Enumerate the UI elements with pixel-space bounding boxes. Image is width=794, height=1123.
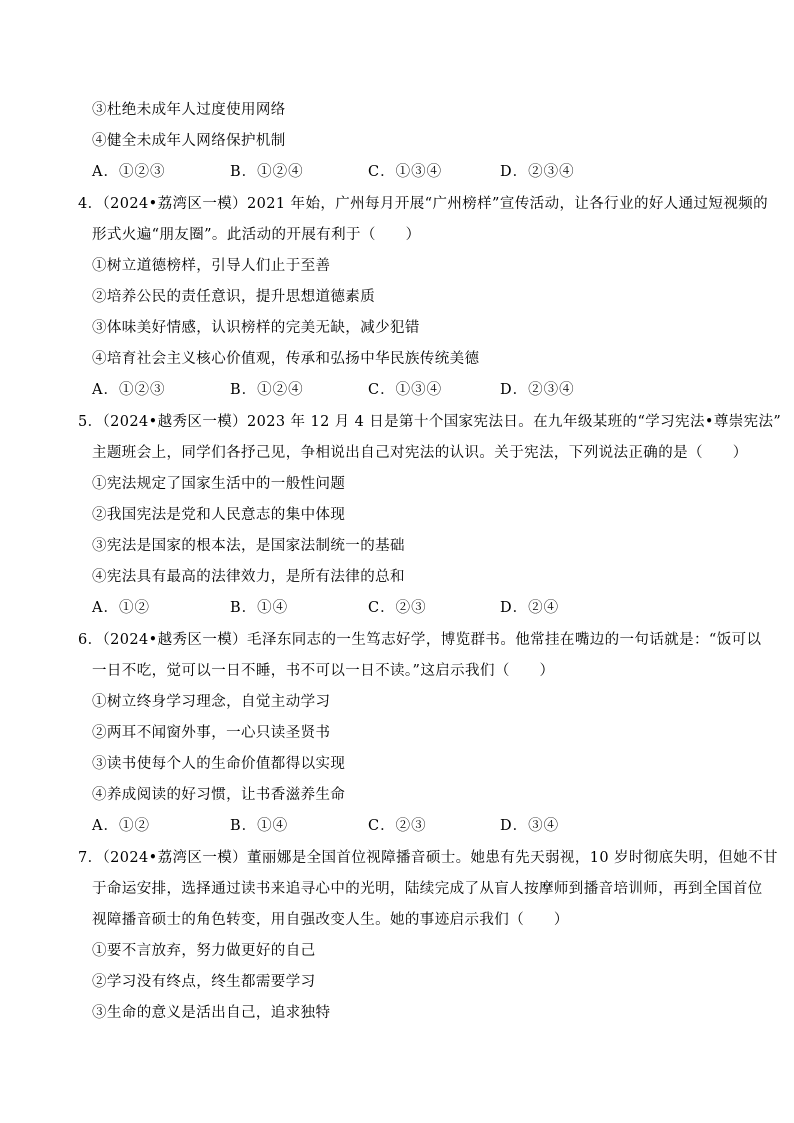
q6-statement-3: ③读书使每个人的生命价值都得以实现 bbox=[92, 756, 346, 772]
q6-option-d[interactable]: D．③④ bbox=[500, 818, 560, 834]
q3-option-b[interactable]: B．①②④ bbox=[230, 164, 304, 180]
q6-statement-1: ①树立终身学习理念，自觉主动学习 bbox=[92, 694, 331, 710]
q7-statement-2: ②学习没有终点，终生都需要学习 bbox=[92, 974, 316, 990]
q6-statement-2: ②两耳不闻窗外事，一心只读圣贤书 bbox=[92, 725, 331, 741]
q7-statement-3: ③生命的意义是活出自己，追求独特 bbox=[92, 1005, 331, 1021]
q7-stem-line-1: 7．（2024•荔湾区一模）董丽娜是全国首位视障播音硕士。她患有先天弱视，10 岁时彻底失明，但她不甘 bbox=[78, 850, 778, 866]
q7-stem-line-3: 视障播音硕士的角色转变，用自强改变人生。她的事迹启示我们（ ） bbox=[92, 912, 569, 928]
q7-statement-1: ①要不言放弃，努力做更好的自己 bbox=[92, 943, 316, 959]
q6-stem-line-1: 6．（2024•越秀区一模）毛泽东同志的一生笃志好学，博览群书。他常挂在嘴边的一句话就是：“饭可以 bbox=[78, 632, 762, 648]
q6-stem-line-2: 一日不吃，觉可以一日不睡，书不可以一日不读。”这启示我们（ ） bbox=[92, 663, 555, 679]
q5-option-b[interactable]: B．①④ bbox=[230, 600, 289, 616]
q7-stem-line-2: 于命运安排，选择通过读书来追寻心中的光明，陆续完成了从盲人按摩师到播音培训师，再到全国首位 bbox=[92, 881, 763, 897]
q3-statement-3: ③杜绝未成年人过度使用网络 bbox=[92, 102, 286, 118]
q4-statement-4: ④培育社会主义核心价值观，传承和弘扬中华民族传统美德 bbox=[92, 351, 480, 367]
q4-option-b[interactable]: B．①②④ bbox=[230, 382, 304, 398]
q6-option-b[interactable]: B．①④ bbox=[230, 818, 289, 834]
q5-statement-4: ④宪法具有最高的法律效力，是所有法律的总和 bbox=[92, 569, 405, 585]
q5-stem-line-2: 主题班会上，同学们各抒己见，争相说出自己对宪法的认识。关于宪法，下列说法正确的是（ ） bbox=[92, 445, 748, 461]
q5-statement-3: ③宪法是国家的根本法，是国家法制统一的基础 bbox=[92, 538, 405, 554]
q5-statement-2: ②我国宪法是党和人民意志的集中体现 bbox=[92, 507, 346, 523]
q5-option-a[interactable]: A．①② bbox=[92, 600, 150, 616]
q3-statement-4: ④健全未成年人网络保护机制 bbox=[92, 133, 286, 149]
q4-stem-line-2: 形式火遍“朋友圈”。此活动的开展有利于（ ） bbox=[92, 227, 421, 243]
q6-option-a[interactable]: A．①② bbox=[92, 818, 150, 834]
q4-option-c[interactable]: C．①③④ bbox=[368, 382, 443, 398]
q5-option-d[interactable]: D．②④ bbox=[500, 600, 560, 616]
q3-option-d[interactable]: D．②③④ bbox=[500, 164, 575, 180]
q4-stem-line-1: 4．（2024•荔湾区一模）2021 年始，广州每月开展“广州榜样”宣传活动，让各行业的好人通过短视频的 bbox=[78, 196, 769, 212]
q6-option-c[interactable]: C．②③ bbox=[368, 818, 427, 834]
q5-statement-1: ①宪法规定了国家生活中的一般性问题 bbox=[92, 476, 346, 492]
q4-statement-2: ②培养公民的责任意识，提升思想道德素质 bbox=[92, 289, 376, 305]
q5-stem-line-1: 5．（2024•越秀区一模）2023 年 12 月 4 日是第十个国家宪法日。在九年级某班的“学习宪法•尊崇宪法” bbox=[78, 414, 782, 430]
q5-option-c[interactable]: C．②③ bbox=[368, 600, 427, 616]
q4-statement-1: ①树立道德榜样，引导人们止于至善 bbox=[92, 258, 331, 274]
q3-option-c[interactable]: C．①③④ bbox=[368, 164, 443, 180]
q4-option-a[interactable]: A．①②③ bbox=[92, 382, 166, 398]
q6-statement-4: ④养成阅读的好习惯，让书香滋养生命 bbox=[92, 787, 346, 803]
q4-statement-3: ③体味美好情感，认识榜样的完美无缺，减少犯错 bbox=[92, 320, 420, 336]
q4-option-d[interactable]: D．②③④ bbox=[500, 382, 575, 398]
q3-option-a[interactable]: A．①②③ bbox=[92, 164, 166, 180]
